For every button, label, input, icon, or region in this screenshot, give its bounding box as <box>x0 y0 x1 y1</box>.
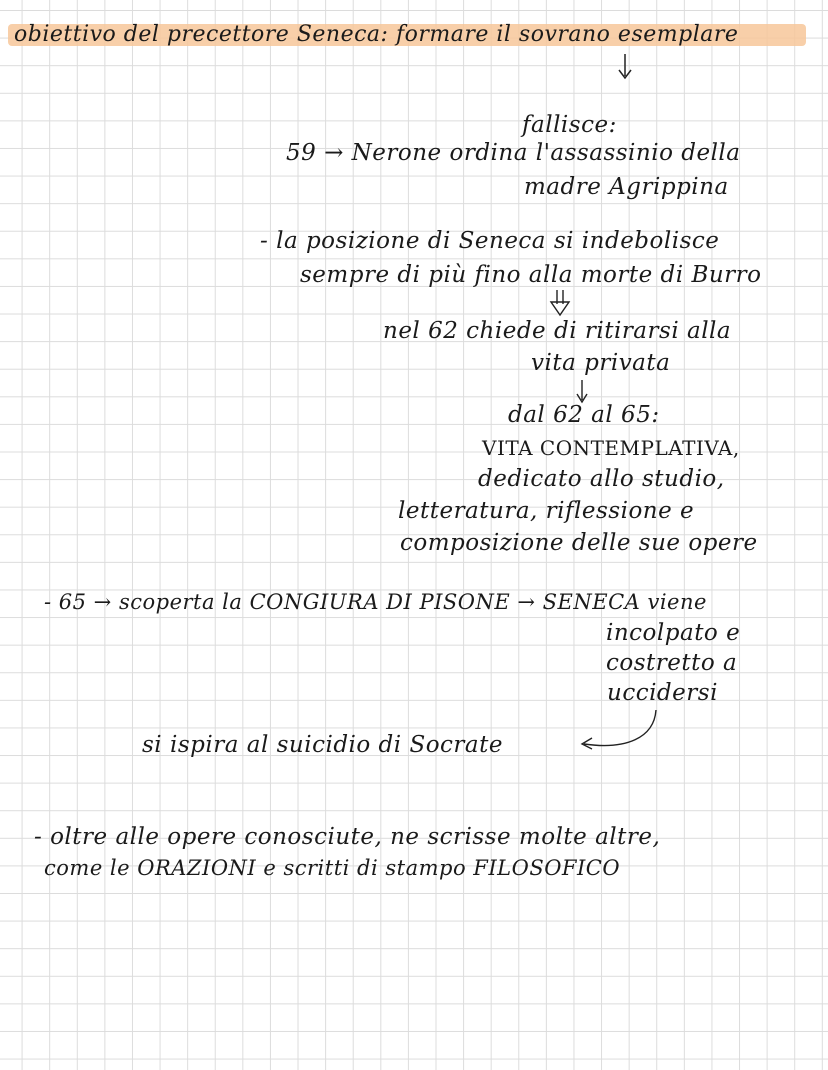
line-burro: sempre di più fino alla morte di Burro <box>300 262 762 288</box>
line-composizione: composizione delle sue opere <box>400 530 758 556</box>
line-costretto: costretto a <box>606 650 738 676</box>
line-62-ritirarsi: nel 62 chiede di ritirarsi alla <box>383 318 732 344</box>
fallisce-text: fallisce: <box>522 112 617 138</box>
line-vita-privata: vita privata <box>531 350 671 376</box>
curved-arrow-icon <box>576 708 666 758</box>
line-62-65: dal 62 al 65: <box>508 402 660 428</box>
line-vita-contemplativa: VITA CONTEMPLATIVA, <box>482 436 740 460</box>
line-incolpato: incolpato e <box>606 620 741 646</box>
double-arrow-down-icon <box>548 288 572 318</box>
arrow-down-icon <box>615 52 635 82</box>
line-letteratura: letteratura, riflessione e <box>398 498 695 524</box>
line-agrippina: madre Agrippina <box>524 174 729 200</box>
line-uccidersi: uccidersi <box>607 680 718 706</box>
line-59-nerone: 59 → Nerone ordina l'assassinio della <box>286 140 741 166</box>
line-dedicato: dedicato allo studio, <box>478 466 725 492</box>
heading-text: obiettivo del precettore Seneca: formare il sovrano esemplare <box>14 22 739 47</box>
line-orazioni: come le ORAZIONI e scritti di stampo FILOSOFICO <box>44 856 621 880</box>
line-65-congiura: - 65 → scoperta la CONGIURA DI PISONE → SENECA viene <box>44 590 707 614</box>
line-socrate: si ispira al suicidio di Socrate <box>142 732 503 758</box>
line-oltre-opere: - oltre alle opere conosciute, ne scrisse molte altre, <box>34 824 661 850</box>
line-posizione: - la posizione di Seneca si indebolisce <box>260 228 720 254</box>
